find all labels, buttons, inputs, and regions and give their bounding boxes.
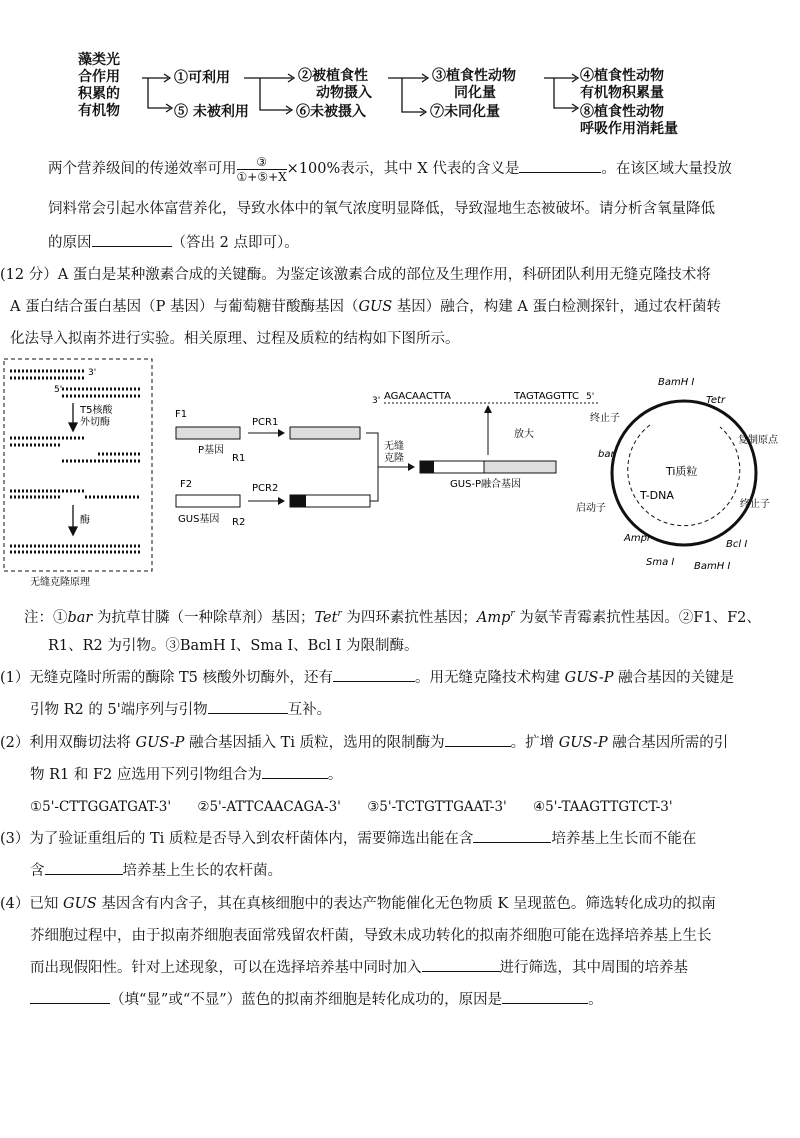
flow-node-4-line: 有机物积累量 [580,85,664,101]
flow-node-6: ⑥未被摄入 [296,104,366,120]
primer-f1: F1 [175,409,188,420]
answer-blank[interactable] [519,158,601,173]
primer-option: ②5'-ATTCAACAGA-3' [197,799,341,815]
text: 融合基因所需的引 [607,735,729,751]
text: 而出现假阳性。针对上述现象，可以在选择培养基中同时加入 [30,960,422,976]
primer-option: ④5'-TAAGTTGTCT-3' [533,799,673,815]
flow-node-8 [580,104,678,138]
text: （填“显”或“不显”）蓝色的拟南芥细胞是转化成功的，原因是 [110,992,503,1008]
text: 基因含有内含子，其在真核细胞中的表达产物能催化无色物质 K 呈现蓝色。筛选转化成功的拟南 [96,896,716,912]
text: （答出 2 点即可）。 [171,235,299,251]
promoter-label: 启动子 [576,503,606,514]
end-label: 3' [372,396,381,406]
text: (3）为了验证重组后的 Ti 质粒是否导入到农杆菌体内，需要筛选出能在含 [0,831,474,847]
text: (2）利用双酶切法将 [0,735,136,751]
gene-name: GUS-P [135,735,185,751]
superscript: r [510,609,515,619]
text: 物 R1 和 F2 应选用下列引物组合为 [30,767,262,783]
q2-line1 [0,726,728,760]
t5-label: 外切酶 [80,417,110,428]
t5-label: T5核酸 [80,405,113,416]
flow-node-3-line: ③植食性动物 [432,68,516,84]
answer-blank[interactable] [262,764,328,779]
primer-r2: R2 [232,517,246,528]
bamh1-site-bottom: BamH I [694,561,731,572]
primer-option: ①5'-CTTGGATGAT-3' [30,799,172,815]
bamh1-site-top: BamH I [658,377,695,388]
gene-name: Tet [314,609,338,626]
text: 含 [30,863,45,879]
text: 进行筛选，其中周围的培养基 [499,960,688,976]
flow-node-2-line: ②被植食性 [298,68,368,84]
text: (1）无缝克隆时所需的酶除 T5 核酸外切酶外，还有 [0,670,333,686]
text: 两个营养级间的传递效率可用 [48,161,237,177]
text: 。在该区域大量投放 [601,161,732,177]
text: 培养基上生长的农杆菌。 [122,863,282,879]
q3-line2 [30,854,282,888]
note-line2: R1、R2 为引物。③BamH I、Sma I、Bcl I 为限制酶。 [48,638,419,654]
text: ×100%表示，其中 X 代表的含义是 [286,161,520,177]
intro-line2 [10,290,721,324]
text: 为氨苄青霉素抗性基因。②F1、F2、 [514,609,761,626]
end-label: 3' [88,368,97,378]
gene-name: GUS [358,299,393,315]
answer-blank[interactable] [445,732,511,747]
intro-line3: 化法导入拟南芥进行实验。相关原理、过程及质粒的结构如下图所示。 [10,331,460,347]
text: 引物 R2 的 5'端序列与引物 [30,702,208,718]
flow-node-3 [432,68,516,102]
gus-gene-label: GUS基因 [178,514,220,525]
text: A 蛋白结合蛋白基因（P 基因）与葡萄糖苷酸酶基因（ [10,299,359,315]
tdna-label: T-DNA [640,489,674,502]
gus-gene-bar [176,495,240,507]
gene-name: Amp [476,609,511,626]
dna-strands [10,371,140,552]
para1-line3 [48,226,299,260]
primer-option: ③5'-TCTGTTGAAT-3' [367,799,507,815]
principle-box [4,359,152,571]
gene-name: GUS-P [558,735,608,751]
text: 融合基因插入 Ti 质粒，选用的限制酶为 [184,735,445,751]
flow-node-2 [298,68,372,102]
sequence-right: TAGTAGGTTC [514,391,579,402]
p-gene-bar [176,427,240,439]
para1-line2: 饲料常会引起水体富营养化，导致水体中的氧气浓度明显降低，导致湿地生态被破坏。请分析含氧量降低 [48,201,715,217]
sequence-left: AGACAACTTA [384,391,451,402]
ori-label: 复制原点 [738,435,778,446]
text: 。 [327,767,343,783]
flow-node-1: ①可利用 [174,70,230,86]
q4-line1 [0,887,716,921]
bcl-site: Bcl I [726,539,748,550]
flow-node-4-line: ④植食性动物 [580,68,664,84]
q3-line1 [0,822,696,856]
primer-r1: R1 [232,453,246,464]
answer-blank[interactable] [92,232,172,247]
amplify-label: 放大 [514,429,534,440]
tet-label: Tetr [706,395,726,406]
fraction-numerator: ③ [237,155,287,170]
sma-site: Sma I [646,557,675,568]
answer-blank[interactable] [333,667,415,682]
flow-source-line: 有机物 [78,103,120,119]
q2-options [30,790,673,824]
flow-source [78,52,120,120]
p-product-bar [290,427,360,439]
answer-blank[interactable] [45,860,123,875]
flow-node-3-line: 同化量 [454,85,496,101]
terminator-label: 终止子 [740,499,770,510]
text: (4）已知 [0,896,63,912]
gene-name: bar [67,609,93,626]
answer-blank[interactable] [30,989,110,1004]
pcr2-label: PCR2 [252,483,279,494]
answer-blank[interactable] [422,957,500,972]
seamless-label: 克隆 [384,453,404,464]
flow-node-8-line: ⑧植食性动物 [580,104,664,120]
flow-source-line: 藻类光 [78,52,120,68]
text: 的原因 [48,235,92,251]
enzyme-label: 酶 [80,515,90,526]
q4-line3 [30,951,688,985]
primer-f2: F2 [180,479,193,490]
answer-blank[interactable] [473,828,551,843]
gene-name: GUS-P [564,670,614,686]
q2-line2 [30,758,342,792]
plasmid-label: Ti质粒 [666,465,698,478]
q1-line2 [30,693,331,727]
text: 基因）融合，构建 A 蛋白检测探针，通过农杆菌转 [392,299,722,315]
end-label: 5' [586,392,595,402]
text: 互补。 [287,702,332,718]
cloning-figure [0,355,800,590]
amp-label: Ampr [624,533,652,544]
efficiency-fraction [237,155,287,184]
text: 注：① [24,609,68,626]
flow-node-8-line: 呼吸作用消耗量 [580,121,678,137]
end-label: 5' [54,385,63,395]
answer-blank[interactable] [502,989,588,1004]
fusion-label: GUS-P融合基因 [450,479,522,490]
superscript: r [337,609,342,619]
flow-node-4 [580,68,664,102]
text: 。 [588,992,603,1008]
fraction-denominator: ①+⑤+X [236,169,287,184]
q4-line2: 芥细胞过程中，由于拟南芥细胞表面常残留农杆菌，导致未成功转化的拟南芥细胞可能在选择培养基上生长 [30,928,712,944]
gene-name: GUS [63,896,97,912]
pcr1-label: PCR1 [252,417,279,428]
intro-line1: (12 分）A 蛋白是某种激素合成的关键酶。为鉴定该激素合成的部位及生理作用，科研团队利用无缝克隆技术将 [0,267,711,283]
flow-source-line: 合作用 [78,69,120,85]
p-gene-label: P基因 [198,445,225,456]
text: 融合基因的关键是 [613,670,735,686]
q1-line1 [0,661,734,695]
text: 。用无缝克隆技术构建 [415,670,565,686]
text: 。扩增 [510,735,559,751]
flow-node-7: ⑦未同化量 [430,104,500,120]
text: 培养基上生长而不能在 [551,831,697,847]
bar-label: bar [598,449,615,460]
flow-node-2-line: 动物摄入 [316,85,372,101]
flow-node-5: ⑤ 未被利用 [174,104,249,120]
q4-line4 [30,983,603,1017]
terminator-label: 终止子 [590,413,620,424]
seamless-label: 无缝 [384,441,404,452]
answer-blank[interactable] [208,699,288,714]
flow-source-line: 积累的 [78,86,120,102]
principle-caption: 无缝克隆原理 [30,577,90,588]
text: 为四环素抗性基因； [341,609,477,626]
text: 为抗草甘膦（一种除草剂）基因； [92,609,315,626]
para1-line1 [48,152,732,186]
